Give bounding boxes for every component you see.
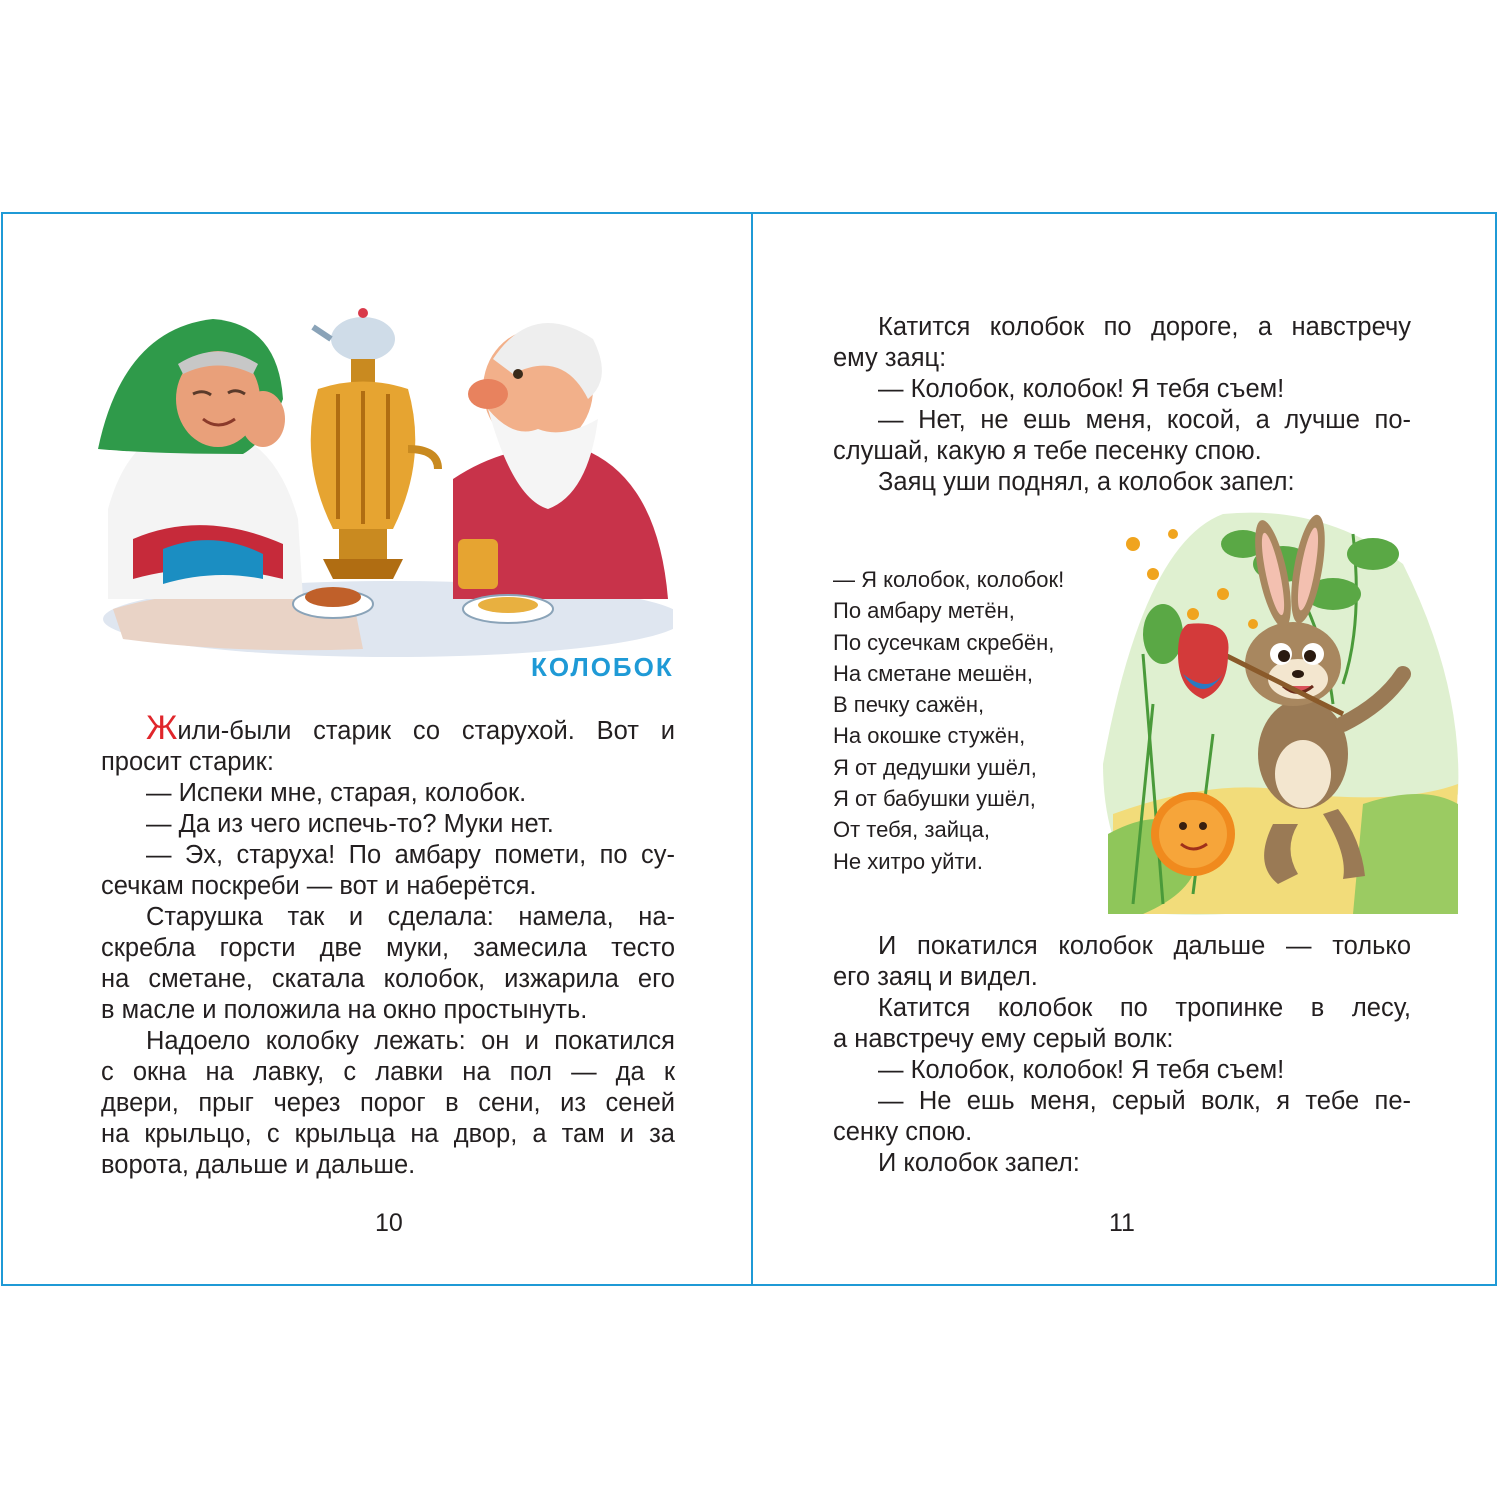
text-line: Жили-были старик со старухой. Вот и (146, 709, 675, 747)
left-page-text (101, 709, 675, 1181)
right-page-top-text (833, 312, 1411, 498)
text-line: а навстречу ему серый волк: (833, 1025, 1174, 1053)
verse-line: От тебя, зайца, (833, 817, 990, 843)
text-line: его заяц и видел. (833, 963, 1038, 991)
verse-line: По сусечкам скребён, (833, 629, 1055, 655)
illustration-old-couple-samovar (93, 279, 673, 659)
text-line: И покатился колобок дальше — только (878, 932, 1411, 960)
text-line: Заяц уши поднял, а колобок запел: (878, 468, 1295, 496)
text-line: — Эх, старуха! По амбару помети, по су- (146, 841, 675, 869)
page-number: 11 (1109, 1209, 1135, 1237)
illustration-hare-kolobok (1103, 504, 1463, 924)
verse-line: На сметане мешён, (833, 660, 1033, 686)
verse-line: Я от бабушки ушёл, (833, 786, 1036, 812)
text-line: Катится колобок по дороге, а навстречу (878, 313, 1411, 341)
text-line: сенку спою. (833, 1118, 973, 1146)
verse-line: В печку сажён, (833, 692, 985, 718)
verse-line: — Я колобок, колобок! (833, 567, 1065, 592)
verse-line: Я от дедушки ушёл, (833, 754, 1037, 780)
text-line: — Колобок, колобок! Я тебя съем! (878, 1056, 1285, 1084)
right-page (753, 214, 1497, 1284)
text-line: Надоело колобку лежать: он и покатился (146, 1027, 675, 1055)
text-line: двери, прыг через порог в сени, из сеней (101, 1089, 675, 1117)
text-line: Старушка так и сделала: намела, на- (146, 903, 675, 931)
song-verse (833, 564, 1064, 877)
text-line: — Испеки мне, старая, колобок. (146, 779, 527, 807)
text-line: — Нет, не ешь меня, косой, а лучше по- (878, 406, 1411, 434)
text-line: сечкам поскреби — вот и наберётся. (101, 872, 537, 900)
text-line: скребла горсти две муки, замесила тесто (101, 934, 675, 962)
verse-line: Не хитро уйти. (833, 848, 983, 874)
story-title: КОЛОБОК (531, 652, 674, 682)
text-line: — Колобок, колобок! Я тебя съем! (878, 375, 1285, 403)
text-line: слушай, какую я тебе песенку спою. (833, 437, 1262, 465)
text-line: — Да из чего испечь-то? Муки нет. (146, 810, 554, 838)
drop-cap: Ж (146, 709, 178, 747)
text-line: на крыльцо, с крыльца на двор, а там и за (101, 1120, 675, 1148)
text-line: просит старик: (101, 748, 274, 776)
text-line: — Не ешь меня, серый волк, я тебе пе- (878, 1087, 1411, 1115)
text-line: ворота, дальше и дальше. (101, 1151, 416, 1179)
text-line: на сметане, скатала колобок, изжарила его (101, 965, 675, 993)
page-number: 10 (375, 1209, 403, 1237)
verse-line: По амбару метён, (833, 598, 1015, 624)
book-spread (1, 212, 1497, 1286)
text-line: ему заяц: (833, 344, 947, 372)
text-line: с окна на лавку, с лавки на пол — да к (101, 1058, 675, 1086)
text-line: Катится колобок по тропинке в лесу, (878, 994, 1411, 1022)
right-page-bottom-text (833, 931, 1411, 1179)
left-page (3, 214, 751, 1284)
verse-line: На окошке стужён, (833, 723, 1026, 749)
text-line: в масле и положила на окно простынуть. (101, 996, 588, 1024)
text-line: И колобок запел: (878, 1149, 1080, 1177)
